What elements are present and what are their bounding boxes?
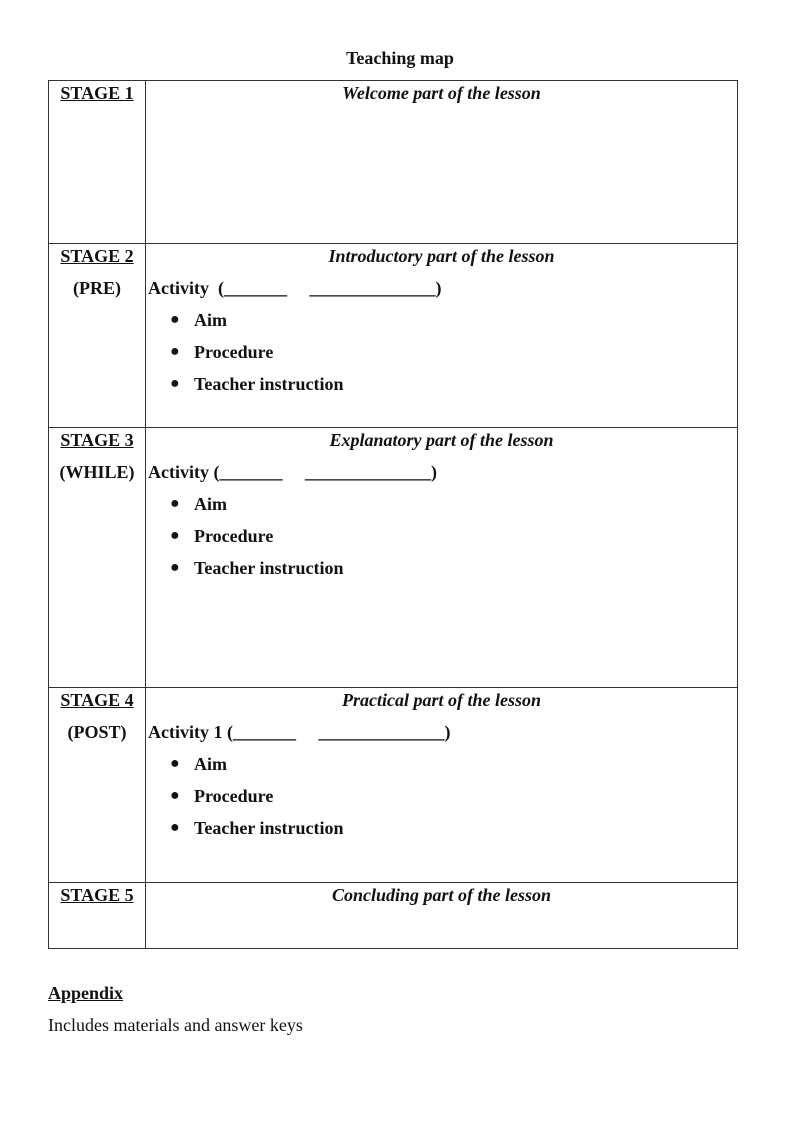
bullet-list [146,308,737,396]
list-item-label: Aim [194,494,227,514]
part-title: Introductory part of the lesson [328,246,555,266]
stage-content [146,81,738,244]
list-item [170,556,737,580]
stage-row [49,883,738,949]
stage-phase: (WHILE) [59,462,135,482]
stage-content [146,688,738,883]
list-item-label: Teacher instruction [194,374,344,394]
stage-row [49,81,738,244]
stage-label: STAGE 5 [60,885,134,905]
list-item [170,340,737,364]
stage-label: STAGE 1 [60,83,134,103]
stage-phase: (POST) [67,722,127,742]
stage-content [146,428,738,688]
teaching-map-table [48,80,738,949]
bullet-icon: ● [170,787,180,804]
list-item [170,492,737,516]
stage-cell [49,81,146,244]
stage-cell [49,688,146,883]
stage-label: STAGE 3 [60,430,134,450]
bullet-icon: ● [170,311,180,328]
bullet-icon: ● [170,559,180,576]
list-item-label: Teacher instruction [194,818,344,838]
stage-content [146,883,738,949]
stage-cell [49,883,146,949]
stage-cell [49,428,146,688]
bullet-icon: ● [170,343,180,360]
list-item [170,752,737,776]
stage-content [146,244,738,428]
bullet-icon: ● [170,375,180,392]
appendix-text: Includes materials and answer keys [48,1015,303,1035]
list-item-label: Procedure [194,526,274,546]
appendix-heading: Appendix [48,983,124,1003]
list-item-label: Aim [194,310,227,330]
activity-line: Activity (_______ ______________) [148,462,437,482]
list-item [170,816,737,840]
bullet-icon: ● [170,527,180,544]
bullet-icon: ● [170,819,180,836]
document-title: Teaching map [346,48,454,68]
bullet-list [146,492,737,580]
activity-line: Activity (_______ ______________) [148,278,442,298]
list-item-label: Aim [194,754,227,774]
list-item-label: Procedure [194,786,274,806]
stage-label: STAGE 2 [60,246,134,266]
list-item [170,524,737,548]
part-title: Practical part of the lesson [342,690,541,710]
bullet-list [146,752,737,840]
list-item-label: Teacher instruction [194,558,344,578]
stage-row [49,428,738,688]
bullet-icon: ● [170,755,180,772]
list-item [170,784,737,808]
list-item [170,308,737,332]
stage-row [49,244,738,428]
part-title: Concluding part of the lesson [331,885,552,905]
stage-row [49,688,738,883]
list-item-label: Procedure [194,342,274,362]
list-item [170,372,737,396]
stage-label: STAGE 4 [60,690,134,710]
activity-line: Activity 1 (_______ ______________) [148,722,451,742]
bullet-icon: ● [170,495,180,512]
part-title: Welcome part of the lesson [342,83,541,103]
stage-phase: (PRE) [73,278,121,298]
stage-cell [49,244,146,428]
part-title: Explanatory part of the lesson [329,430,554,450]
